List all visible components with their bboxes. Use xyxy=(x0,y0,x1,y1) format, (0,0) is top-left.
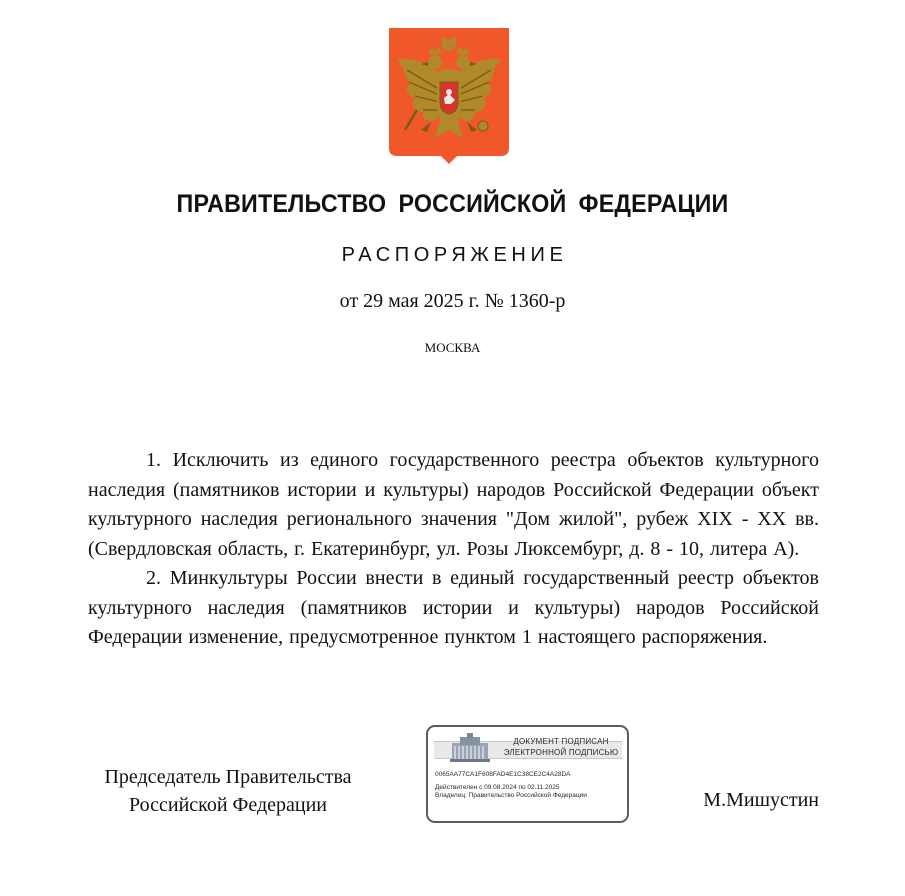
document-date-number: от 29 мая 2025 г. № 1360-р xyxy=(339,290,566,312)
document-type: РАСПОРЯЖЕНИЕ xyxy=(341,244,568,266)
stamp-heading xyxy=(496,736,626,758)
signer-position xyxy=(88,763,368,819)
paragraph-1: 1. Исключить из единого государственного реестра объектов культурного наследия (памятников истории и культуры) народов Российской Федерации объект культурного наследия регионального значения "Дом жилой", рубеж XIX - XX вв. (Свердловская область, г. Екатеринбург, ул. Розы Люксембург, д. 8 - 10, литера А). xyxy=(88,449,819,560)
stamp-heading-line-2: ЭЛЕКТРОННОЙ ПОДПИСЬЮ xyxy=(503,748,619,757)
electronic-signature-stamp xyxy=(426,725,629,823)
certificate-serial: 0065AA77CA1F608FAD4E1C38CE2C4A28DA xyxy=(435,771,571,778)
government-title: ПРАВИТЕЛЬСТВО РОССИЙСКОЙ ФЕДЕРАЦИИ xyxy=(176,190,729,218)
paragraph-2: 2. Минкультуры России внести в единый государственный реестр объектов культурного наследия (памятников истории и культуры) народов Российской Федерации изменение, предусмотренное пунктом 1 настоящего распоряжения. xyxy=(88,567,819,648)
document-city: МОСКВА xyxy=(424,340,481,355)
certificate-validity: Действителен с 09.08.2024 по 02.11.2025 xyxy=(435,784,560,791)
document-body xyxy=(88,446,819,653)
signer-name: М.Мишустин xyxy=(703,789,819,811)
signer-position-line-2: Российской Федерации xyxy=(128,794,328,816)
government-building-icon xyxy=(446,733,494,763)
signer-position-line-1: Председатель Правительства xyxy=(104,766,352,788)
coat-of-arms-icon xyxy=(387,26,511,164)
certificate-owner: Владелец: Правительство Российской Федерации xyxy=(435,792,587,799)
stamp-heading-line-1: ДОКУМЕНТ ПОДПИСАН xyxy=(513,737,609,746)
stamp-header xyxy=(434,733,622,763)
